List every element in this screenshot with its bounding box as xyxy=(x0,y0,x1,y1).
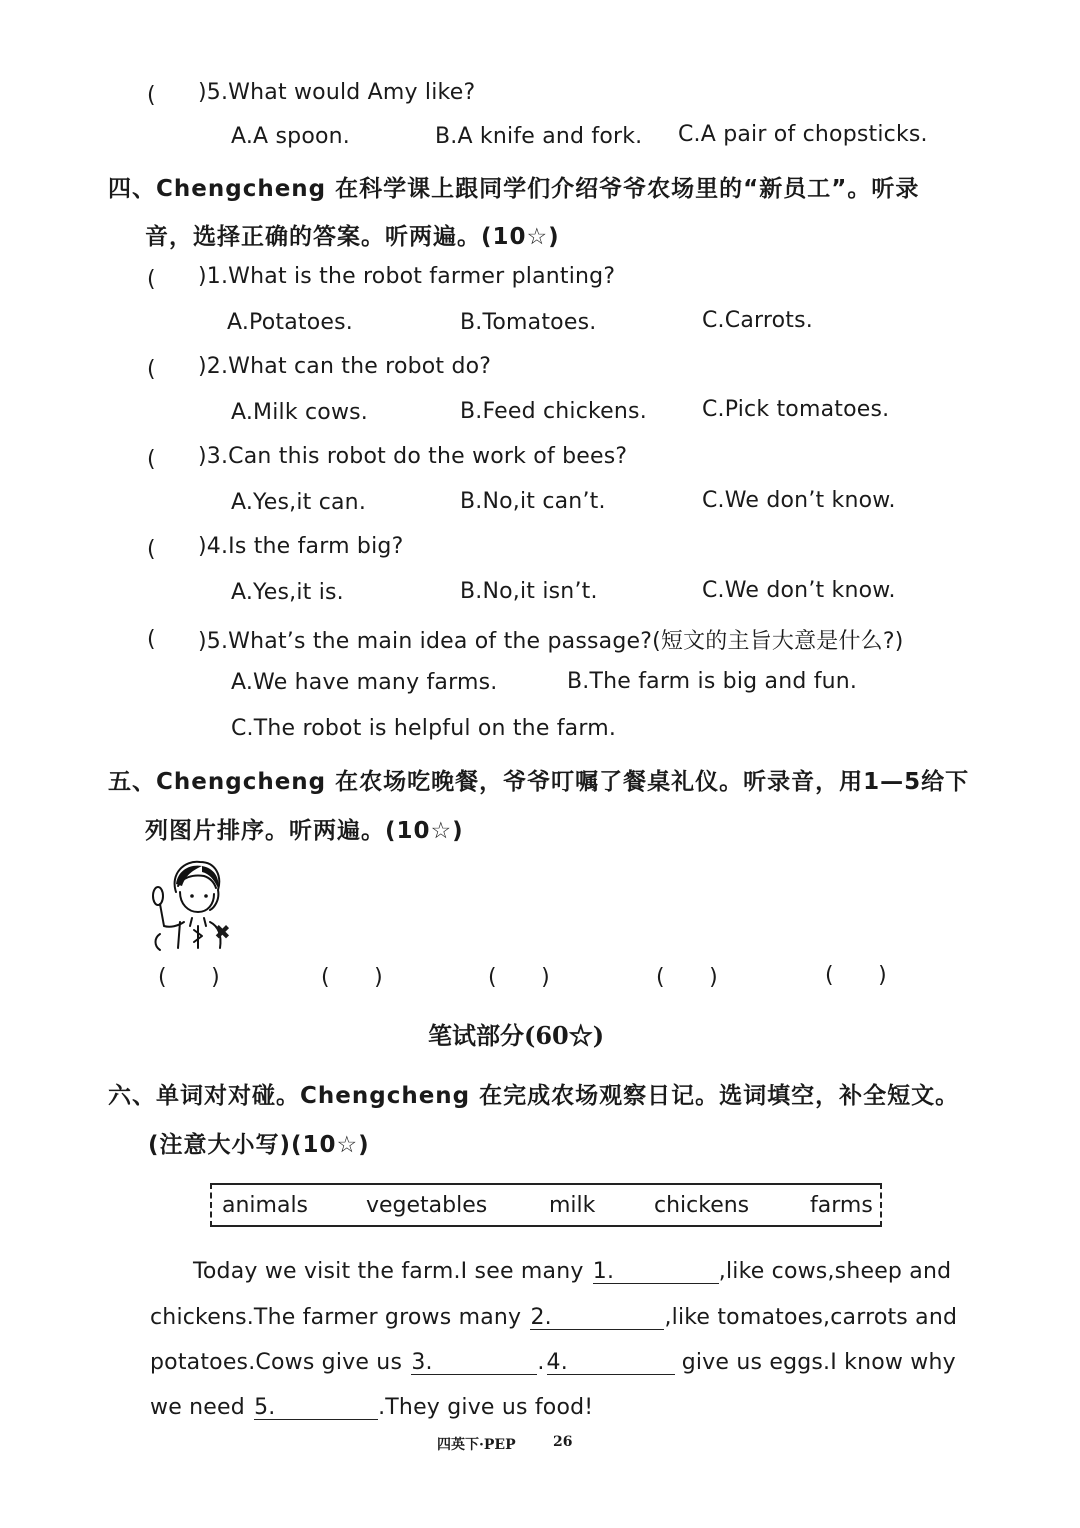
passage-line-3 xyxy=(150,1350,956,1375)
blank-2[interactable]: 2. xyxy=(530,1305,664,1330)
passage-text: .They give us food! xyxy=(378,1395,594,1420)
order-slot-5[interactable]: ( ) xyxy=(825,963,887,988)
word-option[interactable]: farms xyxy=(810,1193,873,1218)
passage-text: ,like cows,sheep and xyxy=(718,1259,952,1284)
word-bank xyxy=(210,1183,882,1227)
option-c: C.We don’t know. xyxy=(702,578,896,603)
option-c: C.Carrots. xyxy=(702,308,813,333)
passage-text: potatoes.Cows give us xyxy=(150,1350,410,1375)
order-slot-1[interactable]: ( ) xyxy=(158,965,220,990)
question-4-4: )4.Is the farm big? xyxy=(198,534,404,559)
option-c: C.A pair of chopsticks. xyxy=(678,122,928,147)
question-4-3: )3.Can this robot do the work of bees? xyxy=(198,444,628,469)
option-b: B.No,it isn’t. xyxy=(460,579,598,604)
answer-paren[interactable]: ( xyxy=(147,537,156,562)
footer-label: 四英下·PEP xyxy=(437,1437,516,1453)
page-number: 26 xyxy=(553,1434,573,1450)
option-a: A.A spoon. xyxy=(231,124,350,149)
word-option[interactable]: animals xyxy=(222,1193,309,1218)
option-b: B.No,it can’t. xyxy=(460,489,606,514)
option-b: B.Feed chickens. xyxy=(460,399,647,424)
question-3-5: )5.What would Amy like? xyxy=(198,80,476,105)
section-5-heading-cont: 列图片排序。听两遍。(10☆) xyxy=(145,818,464,844)
option-c: C.The robot is helpful on the farm. xyxy=(231,716,617,741)
option-a: A.We have many farms. xyxy=(231,670,498,695)
question-4-5: )5.What’s the main idea of the passage?(短文的主旨大意是什么?) xyxy=(198,629,904,654)
option-b: B.Tomatoes. xyxy=(460,310,597,335)
passage-text: . xyxy=(537,1350,545,1375)
word-option[interactable]: vegetables xyxy=(366,1193,488,1218)
wrong-mark-icon: ✖ xyxy=(214,920,231,944)
passage-text: we need xyxy=(150,1395,253,1420)
blank-3[interactable]: 3. xyxy=(411,1350,537,1375)
question-4-1: )1.What is the robot farmer planting? xyxy=(198,264,616,289)
section-6-heading-cont: (注意大小写)(10☆) xyxy=(148,1132,370,1158)
passage-line-2 xyxy=(150,1305,957,1330)
answer-paren[interactable]: ( xyxy=(147,357,156,382)
option-a: A.Potatoes. xyxy=(227,310,353,335)
section-4-heading-cont: 音，选择正确的答案。听两遍。(10☆) xyxy=(145,224,560,250)
section-6-heading: 六、单词对对碰。Chengcheng 在完成农场观察日记。选词填空，补全短文。 xyxy=(108,1083,960,1109)
option-b: B.The farm is big and fun. xyxy=(567,669,858,694)
blank-5[interactable]: 5. xyxy=(254,1395,378,1420)
answer-paren[interactable]: ( xyxy=(147,627,156,652)
written-part-title: 笔试部分(60☆) xyxy=(428,1021,605,1050)
option-a: A.Yes,it can. xyxy=(231,490,367,515)
passage-line-1 xyxy=(193,1259,951,1284)
option-b: B.A knife and fork. xyxy=(435,124,643,149)
passage-text: ,like tomatoes,carrots and xyxy=(664,1305,958,1330)
word-option[interactable]: chickens xyxy=(654,1193,750,1218)
blank-1[interactable]: 1. xyxy=(593,1259,719,1284)
option-c: C.We don’t know. xyxy=(702,488,896,513)
option-c: C.Pick tomatoes. xyxy=(702,397,890,422)
section-4-heading: 四、Chengcheng 在科学课上跟同学们介绍爷爷农场里的“新员工”。听录 xyxy=(108,176,920,202)
passage-text: give us eggs.I know why xyxy=(674,1350,956,1375)
passage-text: Today we visit the farm.I see many xyxy=(193,1259,591,1284)
answer-paren[interactable]: ( xyxy=(147,83,156,108)
option-a: A.Milk cows. xyxy=(231,400,368,425)
order-slot-2[interactable]: ( ) xyxy=(321,965,383,990)
order-slot-4[interactable]: ( ) xyxy=(656,965,718,990)
blank-4[interactable]: 4. xyxy=(547,1350,675,1375)
section-5-heading: 五、Chengcheng 在农场吃晚餐，爷爷叮嘱了餐桌礼仪。听录音，用1—5给下 xyxy=(108,769,970,795)
answer-paren[interactable]: ( xyxy=(147,447,156,472)
order-slot-3[interactable]: ( ) xyxy=(488,965,550,990)
question-4-2: )2.What can the robot do? xyxy=(198,354,492,379)
passage-line-4 xyxy=(150,1395,593,1420)
option-a: A.Yes,it is. xyxy=(231,580,344,605)
passage-text: chickens.The farmer grows many xyxy=(150,1305,529,1330)
word-option[interactable]: milk xyxy=(549,1193,596,1218)
answer-paren[interactable]: ( xyxy=(147,267,156,292)
